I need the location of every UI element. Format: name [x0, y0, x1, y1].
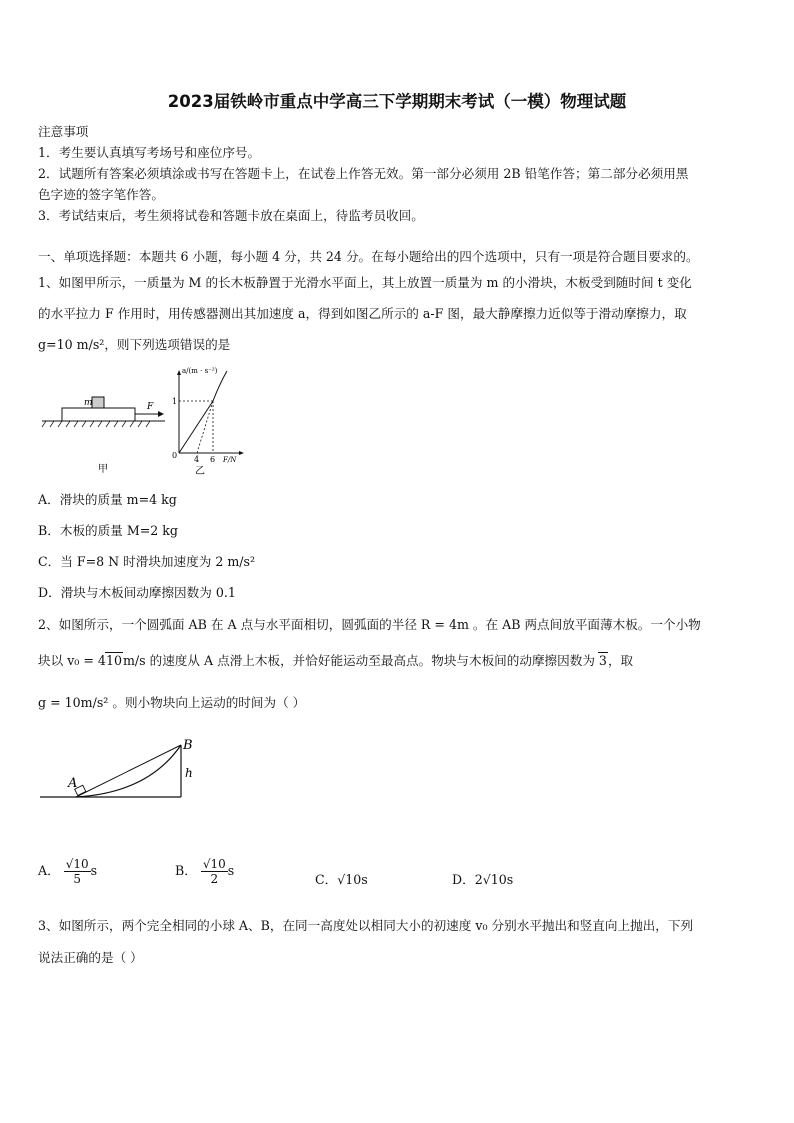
fraction: $\frac{√10}{5}$: [65, 857, 89, 886]
y-axis-label: a/(m · s⁻²): [182, 367, 218, 375]
fraction: $\frac{√10}{2}$: [202, 857, 226, 886]
notice-item-1: 1．考生要认真填写考场号和座位序号。: [38, 145, 261, 160]
q2-option-d: D．2√10s: [452, 872, 514, 887]
notice-item-3: 3．考试结束后，考生须将试卷和答题卡放在桌面上，待监考员收回。: [38, 208, 424, 223]
block: [92, 397, 104, 408]
point-b-label: B: [183, 738, 193, 753]
x-axis-label: F/N: [223, 456, 237, 464]
q2-line-1: 2、如图所示，一个圆弧面 AB 在 A 点与水平面相切，圆弧面的半径 R = 4m 。在 AB 两点间放平面薄木板。一个小物: [38, 617, 701, 632]
jia-label: 甲: [98, 464, 108, 475]
q2-line-3: g = 10m/s² 。则小物块向上运动的时间为（ ）: [38, 695, 306, 710]
q1-figure-yi: [165, 365, 255, 477]
x-tick-6: 6: [210, 455, 216, 464]
section-heading: 一、单项选择题：本题共 6 小题，每小题 4 分，共 24 分。在每小题给出的四个选项中，只有一项是符合题目要求的。: [38, 249, 699, 264]
F-label: F: [147, 402, 154, 412]
m-label: m: [84, 398, 93, 408]
board: [62, 408, 135, 421]
q2-mu-radical: 3: [598, 653, 607, 668]
q2-option-c: C．√10s: [315, 872, 368, 887]
q1-option-c: C．当 F=8 N 时滑块加速度为 2 m/s²: [38, 554, 256, 569]
q1-line-2: 的水平拉力 F 作用时，用传感器测出其加速度 a，得到如图乙所示的 a-F 图，最大静摩擦力近似等于滑动摩擦力，取: [38, 306, 687, 321]
q3-line-2: 说法正确的是（ ）: [38, 950, 143, 965]
height-label: h: [185, 766, 193, 780]
q2-v0: 块以 v₀ = 4: [38, 653, 106, 668]
page-title: 2023届铁岭市重点中学高三下学期期末考试（一模）物理试题: [167, 92, 627, 111]
q2-option-a: A． $\frac{√10}{5}$ s: [38, 857, 98, 886]
q2-line-2-end: ，取: [607, 653, 634, 668]
notice-item-2-cont: 色字迹的签字笔作答。: [38, 187, 164, 202]
q2-v0-radical: 10: [105, 653, 122, 668]
q1-line-1: 1、如图甲所示，一质量为 M 的长木板静置于光滑水平面上，其上放置一质量为 m 的小滑块，木板受到随时间 t 变化: [38, 275, 692, 290]
q1-line-3: g=10 m/s²，则下列选项错误的是: [38, 337, 231, 352]
q2-line-2: [38, 650, 633, 669]
y-tick-1: 1: [172, 397, 178, 406]
q1-option-d: D．滑块与木板间动摩擦因数为 0.1: [38, 585, 236, 600]
origin-label: 0: [172, 451, 178, 460]
q3-line-1: 3、如图所示，两个完全相同的小球 A、B，在同一高度处以相同大小的初速度 v₀ 分别水平抛出和竖直向上抛出，下列: [38, 918, 694, 933]
yi-label: 乙: [195, 466, 205, 477]
notice-item-2: 2．试题所有答案必须填涂或书写在答题卡上，在试卷上作答无效。第一部分必须用 2B 铅笔作答；第二部分必须用黑: [38, 166, 689, 181]
q2-figure: [38, 735, 198, 805]
q2-option-b: B． $\frac{√10}{2}$ s: [175, 857, 235, 886]
point-a-label: A: [68, 776, 78, 791]
q1-figure-jia: [40, 385, 170, 475]
x-tick-4: 4: [194, 455, 200, 464]
q2-line-2-text: m/s 的速度从 A 点滑上木板，并恰好能运动至最高点。物块与木板间的动摩擦因数为: [122, 653, 599, 668]
q1-option-a: A．滑块的质量 m=4 kg: [38, 492, 177, 507]
q1-option-b: B．木板的质量 M=2 kg: [38, 523, 178, 538]
notice-heading: 注意事项: [38, 124, 89, 139]
